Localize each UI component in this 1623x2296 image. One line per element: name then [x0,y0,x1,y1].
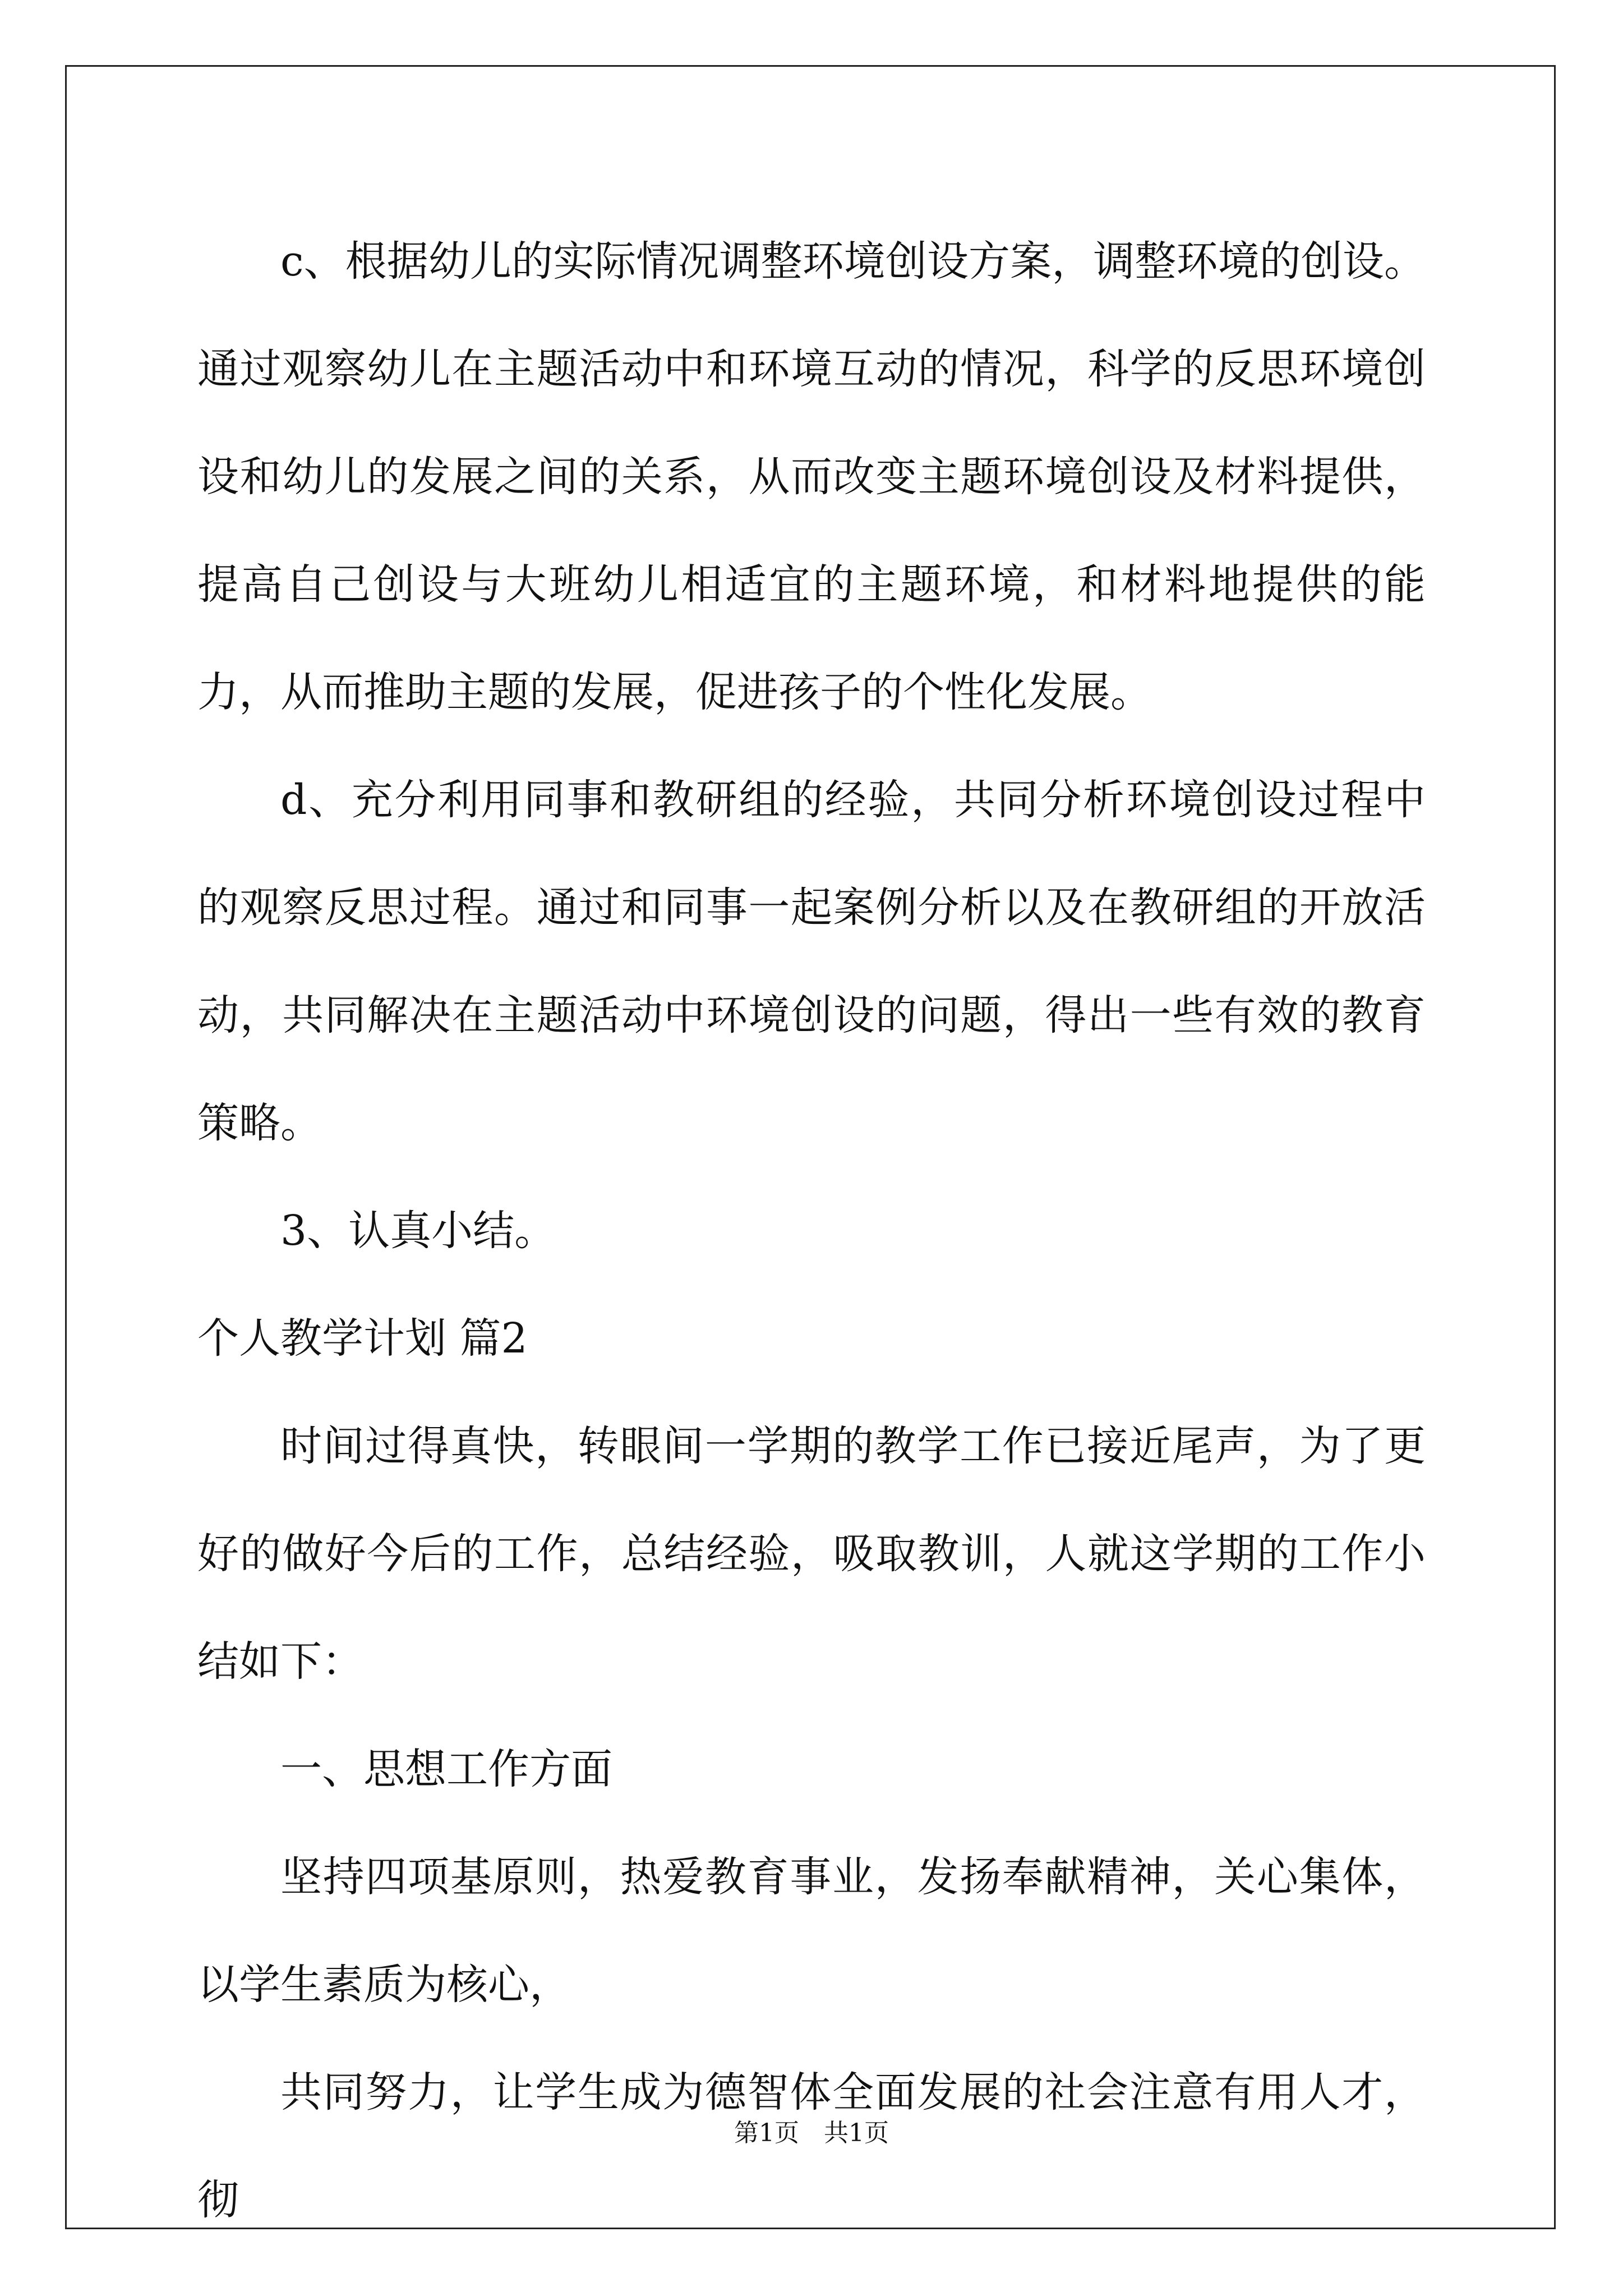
paragraph-principles: 坚持四项基原则，热爱教育事业，发扬奉献精神，关心集体，以学生素质为核心， [197,1853,1426,2009]
paragraph-d: d、充分利用同事和教研组的经验，共同分析环境创设过程中的观察反思过程。通过和同事一起案例分析以及在教研组的开放活动，共同解决在主题活动中环境创设的问题，得出一些有效的教育策略。 [197,776,1426,1147]
paragraph-intro: 时间过得真快，转眼间一学期的教学工作已接近尾声，为了更好的做好今后的工作，总结经验，吸取教训，人就这学期的工作小结如下： [197,1422,1426,1686]
section-heading: 个人教学计划 篇2 [197,1314,528,1363]
paragraph-summary: 3、认真小结。 [280,1207,556,1255]
paragraph-effort: 共同努力，让学生成为德智体全面发展的社会注意有用人才，彻 [197,2068,1426,2224]
page-footer: 第1页 共1页 [734,2119,889,2147]
subheading-thought-work: 一、思想工作方面 [280,1745,612,1793]
document-body [197,208,1426,2254]
paragraph-c: c、根据幼儿的实际情况调整环境创设方案，调整环境的创设。通过观察幼儿在主题活动中和环境互动的情况，科学的反思环境创设和幼儿的发展之间的关系，从而改变主题环境创设及材料提供，提高自己创设与大班幼儿相适宜的主题环境，和材料地提供的能力，从而推助主题的发展，促进孩子的个性化发展。 [197,237,1426,716]
